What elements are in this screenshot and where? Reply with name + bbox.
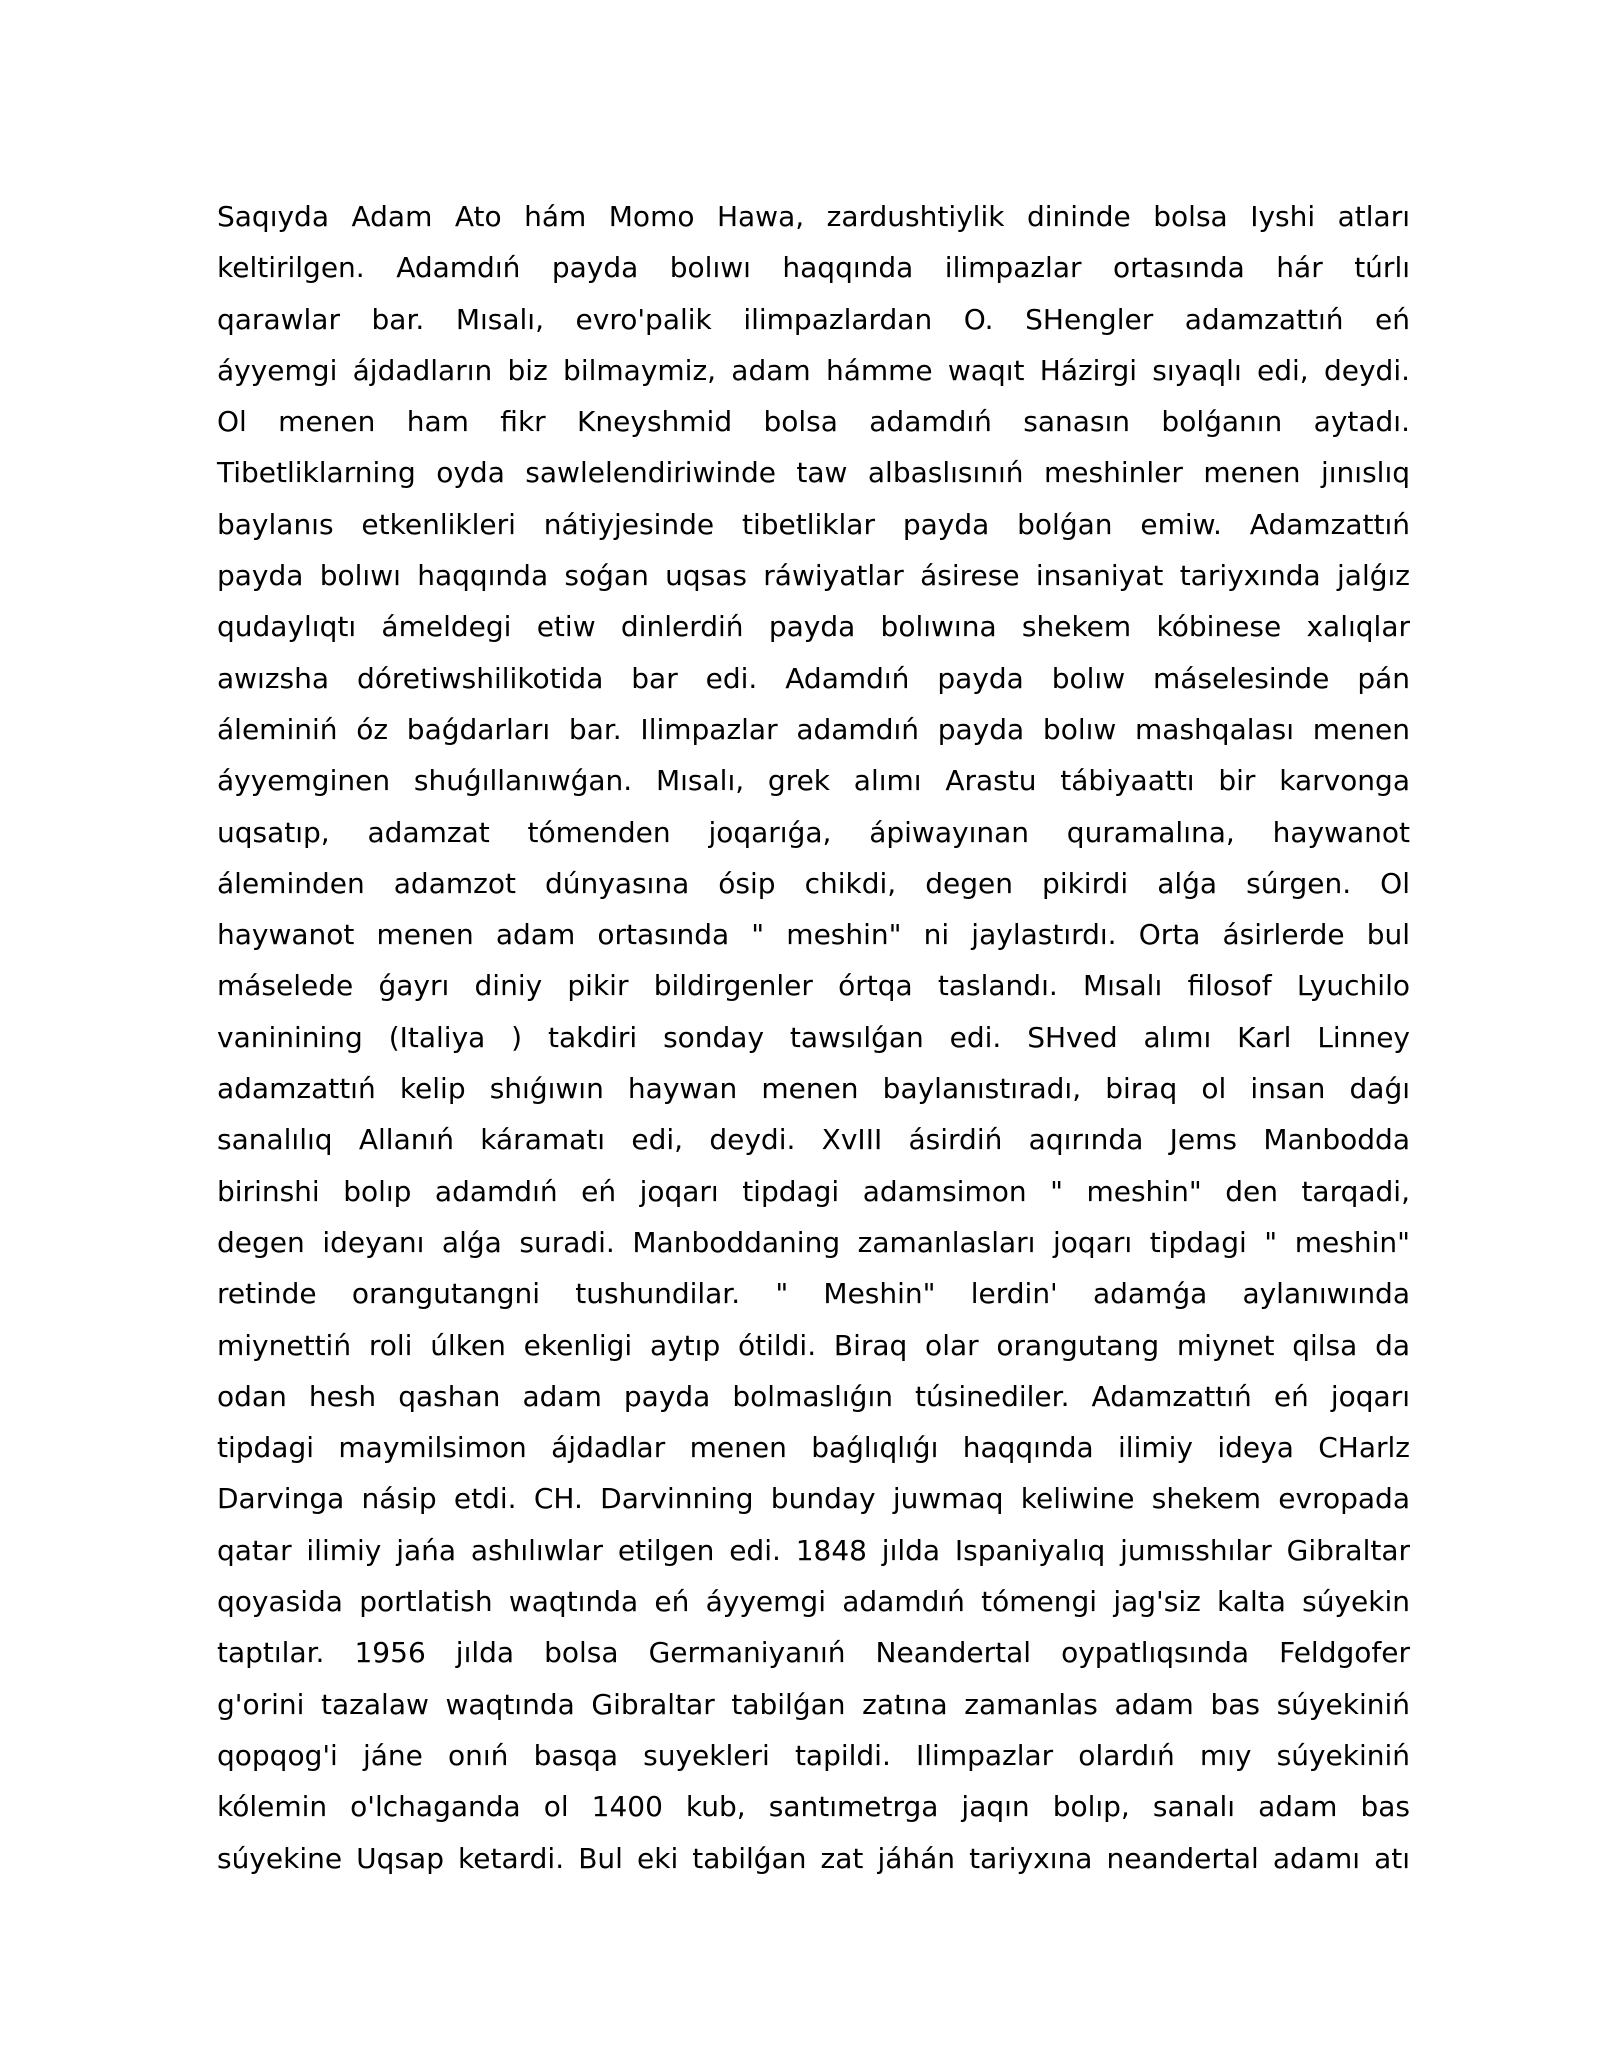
text-line: sanalılıq Allanıń káramatı edi, deydi. XvIII ásirdiń aqırında Jems Manbodda <box>217 1123 1410 1157</box>
text-line: áyyemgi ájdadların biz bilmaymiz, adam hámme waqıt Házirgi sıyaqlı edi, deydi. <box>217 353 1410 387</box>
text-line: birinshi bolıp adamdıń eń joqarı tipdagi adamsimon " meshin" den tarqadi, <box>217 1174 1410 1208</box>
text-line: qopqog'i jáne onıń basqa suyekleri tapildi. Ilimpazlar olardıń mıy súyekiniń <box>217 1738 1410 1772</box>
text-line: qarawlar bar. Mısalı, evro'palik ilimpazlardan O. SHengler adamzattıń eń <box>217 302 1410 336</box>
text-line: haywanot menen adam ortasında " meshin" ni jaylastırdı. Orta ásirlerde bul <box>217 918 1410 952</box>
text-line: taptılar. 1956 jılda bolsa Germaniyanıń Neandertal oypatlıqsında Feldgofer <box>217 1636 1410 1670</box>
text-line: baylanıs etkenlikleri nátiyjesinde tibetliklar payda bolǵan emiw. Adamzattıń <box>217 507 1410 541</box>
text-line: máselede ǵayrı diniy pikir bildirgenler órtqa taslandı. Mısalı filosof Lyuchilo <box>217 969 1410 1003</box>
text-line: adamzattıń kelip shıǵıwın haywan menen baylanıstıradı, biraq ol insan daǵı <box>217 1072 1410 1106</box>
text-line: Tibetliklarning oyda sawlelendiriwinde taw albaslısınıń meshinler menen jınıslıq <box>217 456 1410 490</box>
text-line: qatar ilimiy jańa ashılıwlar etilgen edi. 1848 jılda Ispaniyalıq jumısshılar Gibraltar <box>217 1533 1410 1567</box>
text-line: Ol menen ham fikr Kneyshmid bolsa adamdıń sanasın bolǵanın aytadı. <box>217 405 1410 439</box>
text-line: g'orini tazalaw waqtında Gibraltar tabilǵan zatına zamanlas adam bas súyekiniń <box>217 1687 1410 1721</box>
text-line: Saqıyda Adam Ato hám Momo Hawa, zardushtiylik dininde bolsa Iyshi atları <box>217 200 1410 233</box>
text-line: Darvinga násip etdi. CH. Darvinning bunday juwmaq keliwine shekem evropada <box>217 1482 1410 1516</box>
text-line: tipdagi maymilsimon ájdadlar menen baǵlıqlıǵı haqqında ilimiy ideya CHarlz <box>217 1431 1410 1465</box>
text-line: vaninining (Italiya ) takdiri sonday tawsılǵan edi. SHved alımı Karl Linney <box>217 1020 1410 1054</box>
text-line: qudaylıqtı ámeldegi etiw dinlerdiń payda bolıwına shekem kóbinese xalıqlar <box>217 610 1410 644</box>
text-line: áleminden adamzot dúnyasına ósip chikdi, degen pikirdi alǵa súrgen. Ol <box>217 866 1410 900</box>
text-line: degen ideyanı alǵa suradi. Manboddaning zamanlasları joqarı tipdagi " meshin" <box>217 1225 1410 1259</box>
text-line: áyyemginen shuǵıllanıwǵan. Mısalı, grek alımı Arastu tábiyaattı bir karvonga <box>217 764 1410 798</box>
text-line: uqsatıp, adamzat tómenden joqarıǵa, ápiwayınan quramalına, haywanot <box>217 815 1410 849</box>
text-line: awızsha dóretiwshilikotida bar edi. Adamdıń payda bolıw máselesinde pán <box>217 661 1410 695</box>
text-line: miynettiń roli úlken ekenligi aytıp ótildi. Biraq olar orangutang miynet qilsa da <box>217 1328 1410 1362</box>
text-line: payda bolıwı haqqında soǵan uqsas ráwiyatlar ásirese insaniyat tariyxında jalǵız <box>217 559 1410 593</box>
text-line: retinde orangutangni tushundilar. " Meshin" lerdin' adamǵa aylanıwında <box>217 1277 1410 1311</box>
text-line: qoyasida portlatish waqtında eń áyyemgi adamdıń tómengi jag'siz kalta súyekin <box>217 1585 1410 1619</box>
text-line: odan hesh qashan adam payda bolmaslıǵın túsinediler. Adamzattıń eń joqarı <box>217 1379 1410 1413</box>
text-line: súyekine Uqsap ketardi. Bul eki tabilǵan zat jáhán tariyxına neandertal adamı atı <box>217 1841 1410 1875</box>
text-line: keltirilgen. Adamdıń payda bolıwı haqqında ilimpazlar ortasında hár túrlı <box>217 251 1410 285</box>
text-line: áleminiń óz baǵdarları bar. Ilimpazlar adamdıń payda bolıw mashqalası menen <box>217 712 1410 746</box>
body-text <box>217 191 1410 1884</box>
text-line: kólemin o'lchaganda ol 1400 kub, santımetrga jaqın bolıp, sanalı adam bas <box>217 1790 1410 1824</box>
